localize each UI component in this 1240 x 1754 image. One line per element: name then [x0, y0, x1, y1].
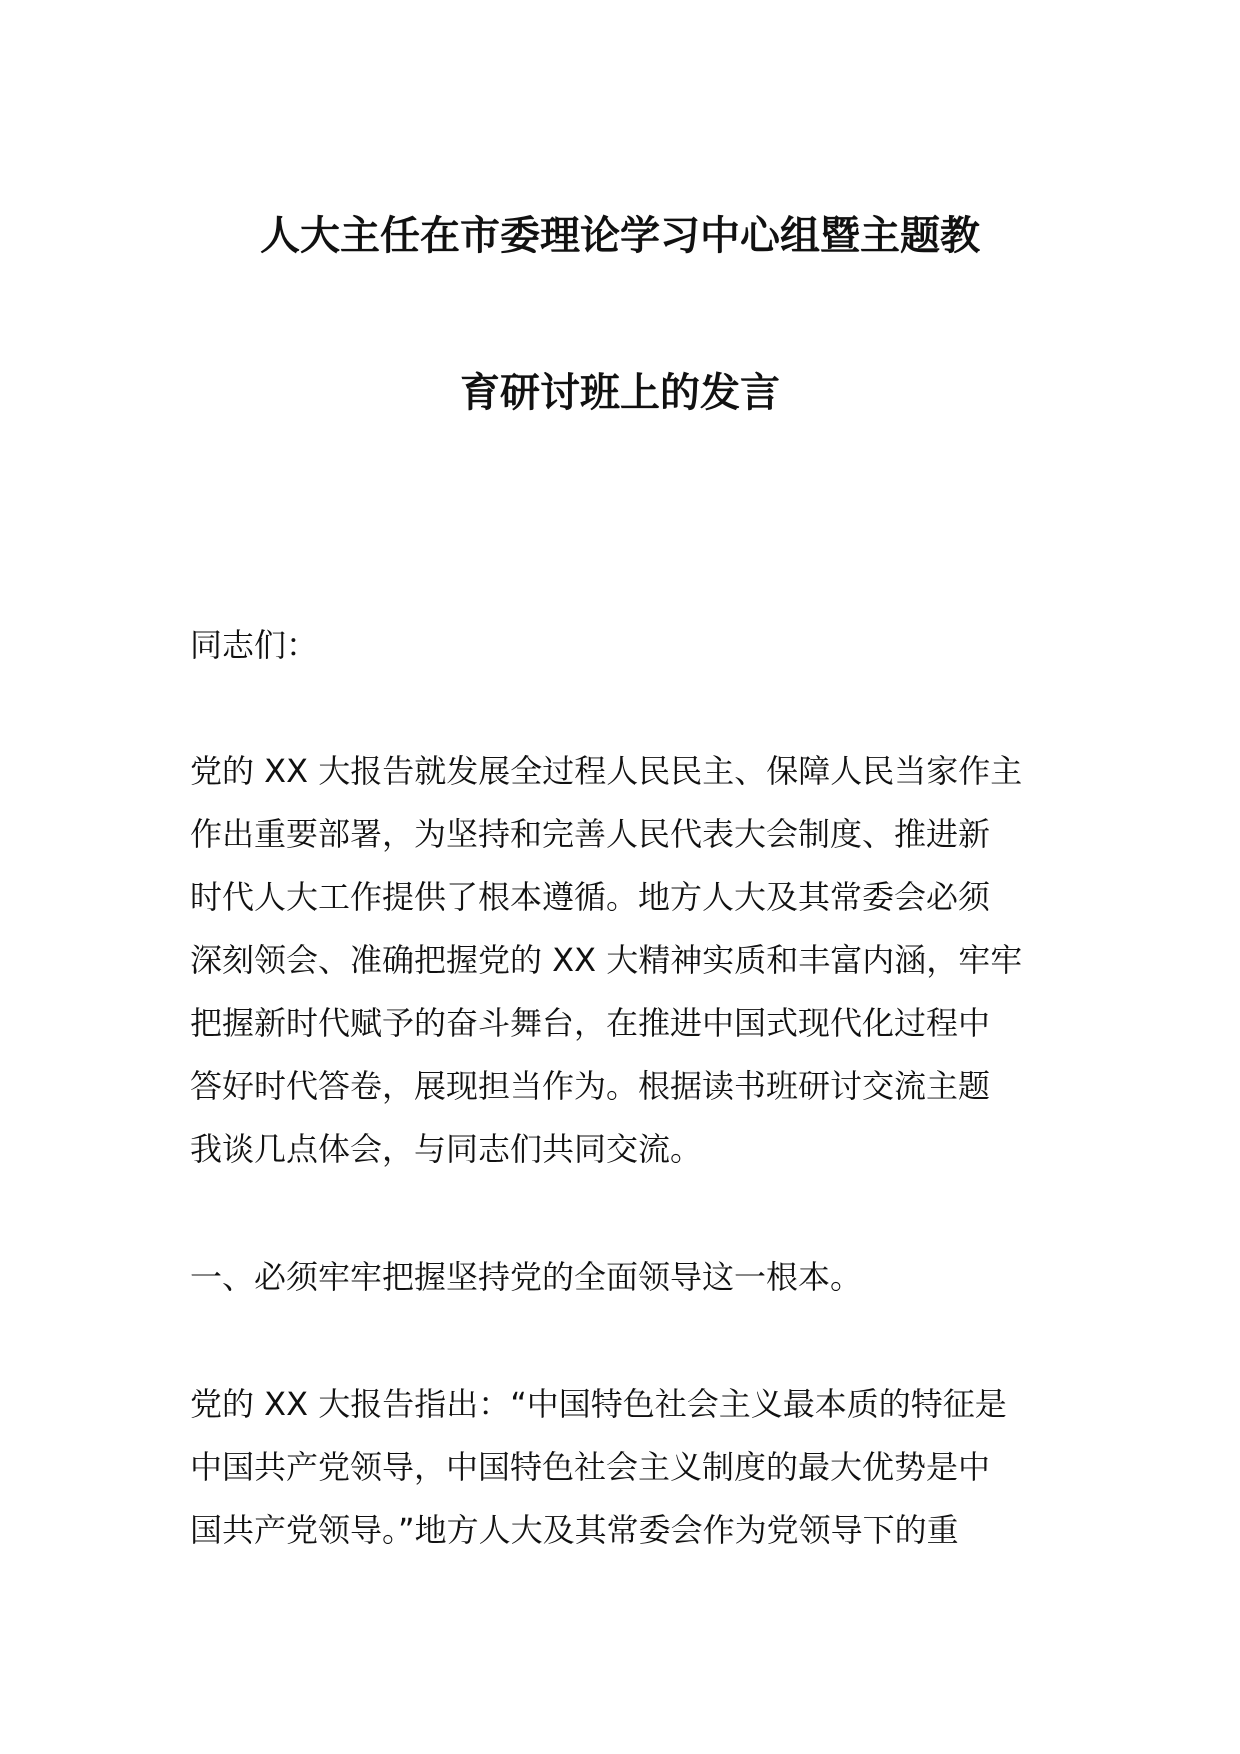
- paragraph-2-line: 党的 XX 大报告指出：“中国特色社会主义最本质的特征是: [190, 1385, 1007, 1423]
- paragraph-1-line: 答好时代答卷，展现担当作为。根据读书班研讨交流主题: [190, 1067, 991, 1105]
- paragraph-1-line: 深刻领会、准确把握党的 XX 大精神实质和丰富内涵，牢牢: [190, 941, 1023, 979]
- salutation: [190, 614, 1060, 677]
- paragraph-1-line: 时代人大工作提供了根本遵循。地方人大及其常委会必须: [190, 878, 991, 916]
- document-title-line-1: 人大主任在市委理论学习中心组暨主题教: [260, 213, 980, 259]
- paragraph-2-line: 国共产党领导。”地方人大及其常委会作为党领导下的重: [190, 1511, 959, 1549]
- paragraph-2: [190, 1373, 1060, 1562]
- section-heading-text: 一、必须牢牢把握坚持党的全面领导这一根本。: [190, 1258, 863, 1296]
- section-heading-1: [190, 1246, 1060, 1309]
- paragraph-1: [190, 740, 1060, 1181]
- paragraph-1-line: 把握新时代赋予的奋斗舞台，在推进中国式现代化过程中: [190, 1004, 991, 1042]
- salutation-text: 同志们：: [190, 626, 319, 664]
- document-title-line-2: 育研讨班上的发言: [460, 370, 780, 416]
- paragraph-2-line: 中国共产党领导，中国特色社会主义制度的最大优势是中: [190, 1448, 991, 1486]
- paragraph-1-line: 我谈几点体会，与同志们共同交流。: [190, 1130, 703, 1168]
- paragraph-1-line: 作出重要部署，为坚持和完善人民代表大会制度、推进新: [190, 815, 991, 853]
- paragraph-1-line: 党的 XX 大报告就发展全过程人民民主、保障人民当家作主: [190, 752, 1023, 790]
